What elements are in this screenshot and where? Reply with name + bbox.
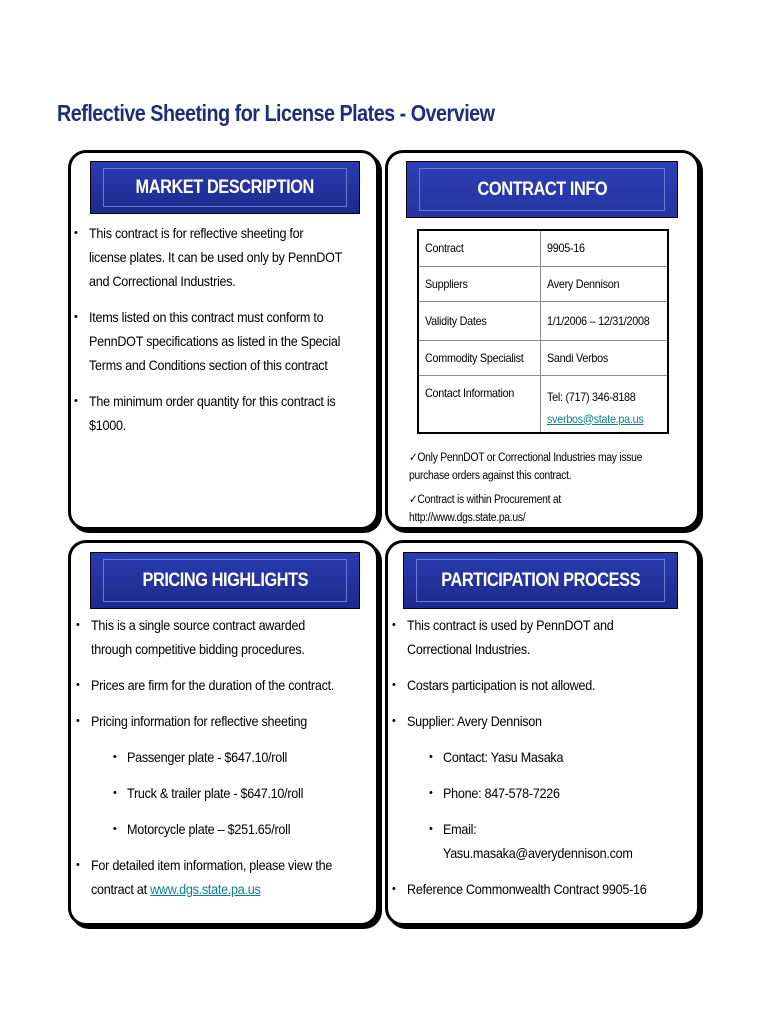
page-title: Reflective Sheeting for License Plates - Overview <box>57 100 495 126</box>
table-cell: 9905-16 <box>541 230 668 266</box>
list-item: • Contact: Yasu Masaka <box>389 745 689 769</box>
market-description-banner <box>90 161 360 214</box>
contract-info-heading: CONTRACT INFO <box>477 178 607 200</box>
email-link[interactable]: sverbos@state.pa.us <box>547 411 644 426</box>
participation-process-heading: PARTICIPATION PROCESS <box>441 569 640 591</box>
list-item: • Costars participation is not allowed. <box>389 673 689 697</box>
list-item: • For detailed item information, please view the contract at www.dgs.state.pa.us <box>73 853 373 901</box>
list-item: • Pricing information for reflective sheeting <box>73 709 373 733</box>
list-item: • This contract is used by PennDOT and Correctional Industries. <box>389 613 689 661</box>
table-cell: Validity Dates <box>418 301 541 340</box>
table-row <box>418 301 668 340</box>
table-cell: Commodity Specialist <box>418 340 541 375</box>
table-row <box>418 375 668 433</box>
table-cell: Contact Information <box>418 375 541 433</box>
list-item: • Supplier: Avery Dennison <box>389 709 689 733</box>
list-item: • This contract is for reflective sheeting for license plates. It can be used only by PennDOT and Correctional Industries. <box>71 221 371 293</box>
contract-info-table <box>417 229 669 434</box>
list-item: • Reference Commonwealth Contract 9905-16 <box>389 877 689 901</box>
list-item: • Email: Yasu.masaka@averydennison.com <box>389 817 689 865</box>
participation-process-list <box>389 613 689 913</box>
contract-info-banner <box>406 161 678 218</box>
market-description-list <box>71 221 371 449</box>
list-item: • This is a single source contract awarded through competitive bidding procedures. <box>73 613 373 661</box>
list-item: • Prices are firm for the duration of the contract. <box>73 673 373 697</box>
table-cell: Suppliers <box>418 266 541 301</box>
list-item: • The minimum order quantity for this contract is $1000. <box>71 389 371 437</box>
list-item: • Motorcycle plate – $251.65/roll <box>73 817 373 841</box>
pricing-highlights-heading: PRICING HIGHLIGHTS <box>142 569 308 591</box>
list-item: • Items listed on this contract must conform to PennDOT specifications as listed in the Special Terms and Conditions section of this contract <box>71 305 371 377</box>
table-row <box>418 340 668 375</box>
note-item: ✓Only PennDOT or Correctional Industries may issue purchase orders against this contract. <box>409 452 643 482</box>
list-item: • Phone: 847-578-7226 <box>389 781 689 805</box>
note-item: ✓Contract is within Procurement at http://www.dgs.state.pa.us/ <box>409 494 561 524</box>
table-cell: 1/1/2006 – 12/31/2008 <box>541 301 668 340</box>
pricing-highlights-list <box>73 613 373 913</box>
pricing-highlights-banner <box>90 552 360 609</box>
list-item: • Passenger plate - $647.10/roll <box>73 745 373 769</box>
list-item: • Truck & trailer plate - $647.10/roll <box>73 781 373 805</box>
table-cell: Sandi Verbos <box>541 340 668 375</box>
table-cell: Contract <box>418 230 541 266</box>
table-cell: Avery Dennison <box>541 266 668 301</box>
market-description-heading: MARKET DESCRIPTION <box>135 176 315 198</box>
table-row <box>418 230 668 266</box>
table-row <box>418 266 668 301</box>
contract-notes <box>409 449 689 533</box>
dgs-link[interactable]: www.dgs.state.pa.us <box>150 881 261 897</box>
participation-process-banner <box>403 552 678 609</box>
table-cell: Tel: (717) 346-8188 sverbos@state.pa.us <box>541 375 668 433</box>
